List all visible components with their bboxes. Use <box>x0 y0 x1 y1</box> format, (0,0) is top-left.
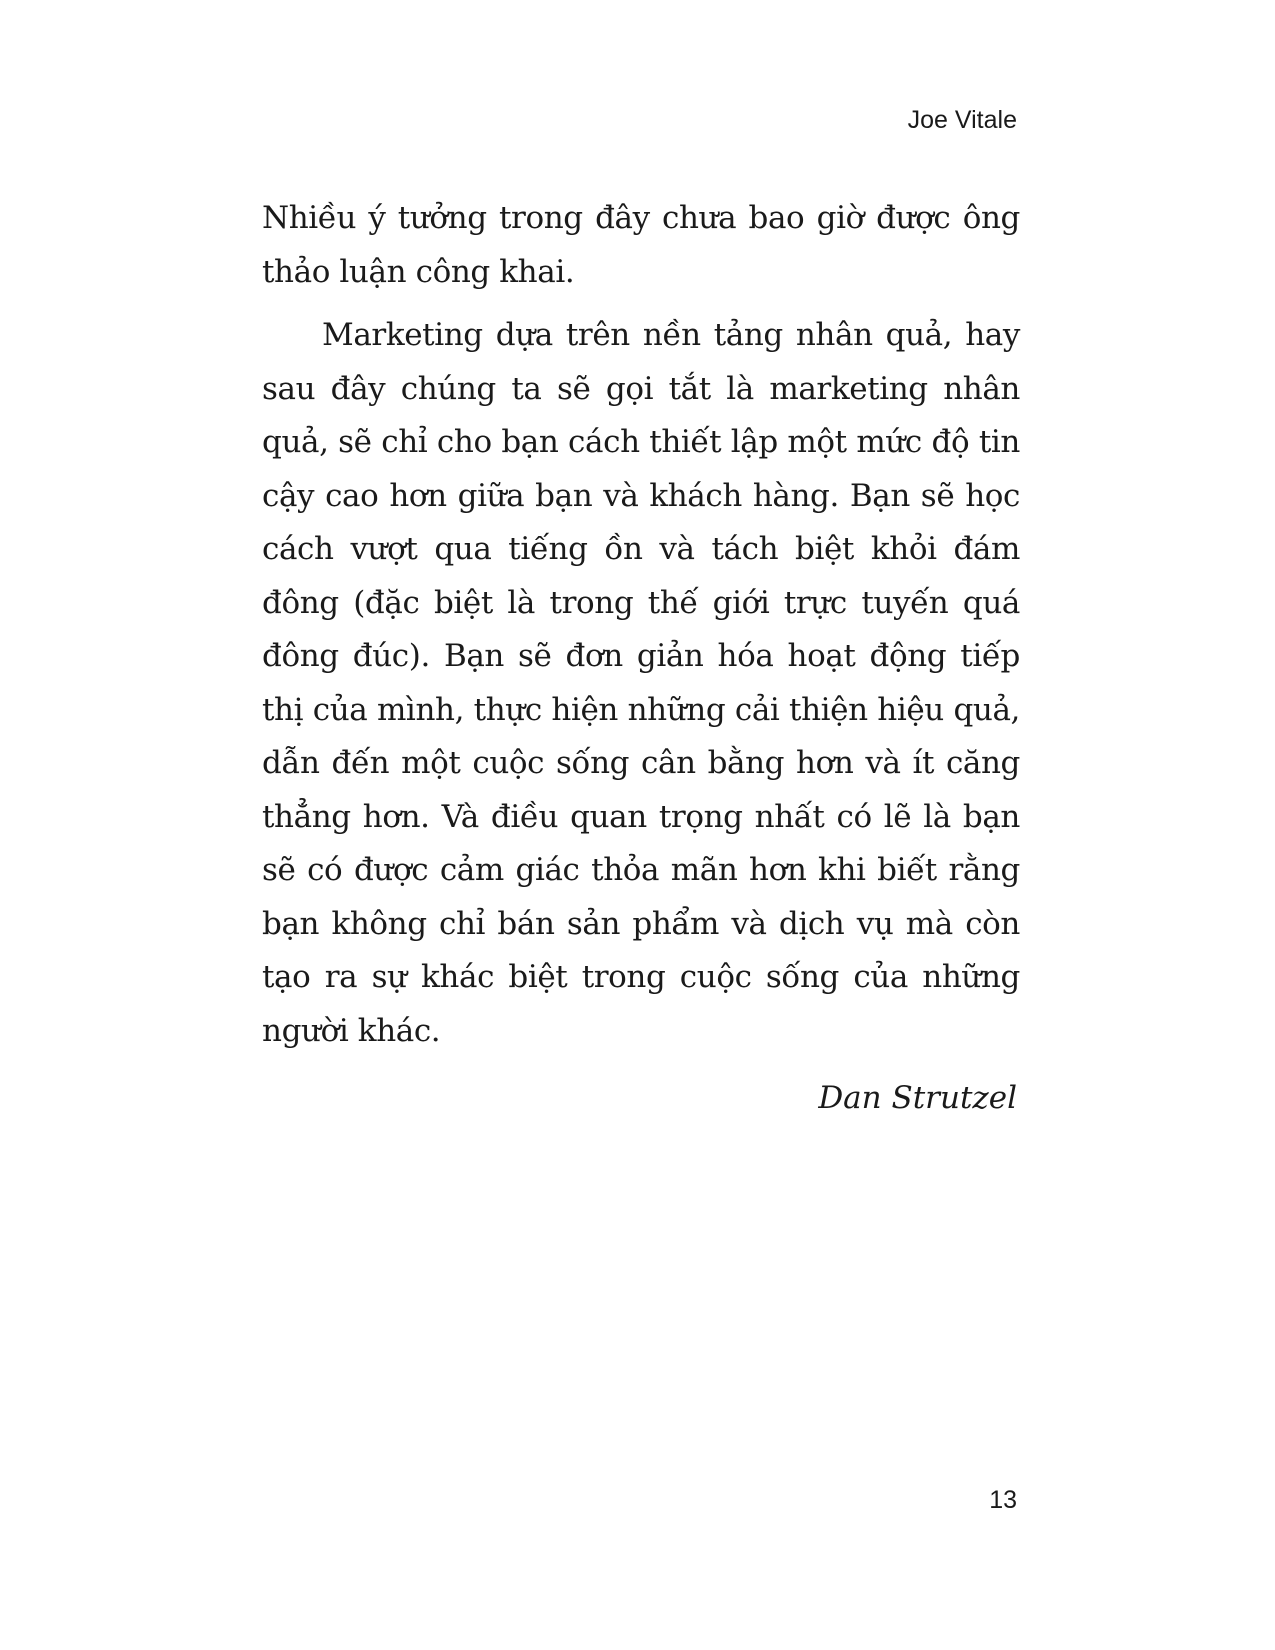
page-number: 13 <box>989 1486 1017 1514</box>
body-text <box>262 192 1020 1058</box>
running-header-author: Joe Vitale <box>907 106 1017 134</box>
signature: Dan Strutzel <box>818 1080 1017 1116</box>
paragraph-2: Marketing dựa trên nền tảng nhân quả, hay sau đây chúng ta sẽ gọi tắt là marketing nhân quả, sẽ chỉ cho bạn cách thiết lập một mức độ tin cậy cao hơn giữa bạn và khách hàng. Bạn sẽ học cách vượt qua tiếng ồn và tách biệt khỏi đám đông (đặc biệt là trong thế giới trực tuyến quá đông đúc). Bạn sẽ đơn giản hóa hoạt động tiếp thị của mình, thực hiện những cải thiện hiệu quả, dẫn đến một cuộc sống cân bằng hơn và ít căng thẳng hơn. Và điều quan trọng nhất có lẽ là bạn sẽ có được cảm giác thỏa mãn hơn khi biết rằng bạn không chỉ bán sản phẩm và dịch vụ mà còn tạo ra sự khác biệt trong cuộc sống của những người khác. <box>262 317 1020 1049</box>
paragraph-1: Nhiều ý tưởng trong đây chưa bao giờ được ông thảo luận công khai. <box>262 200 1020 290</box>
